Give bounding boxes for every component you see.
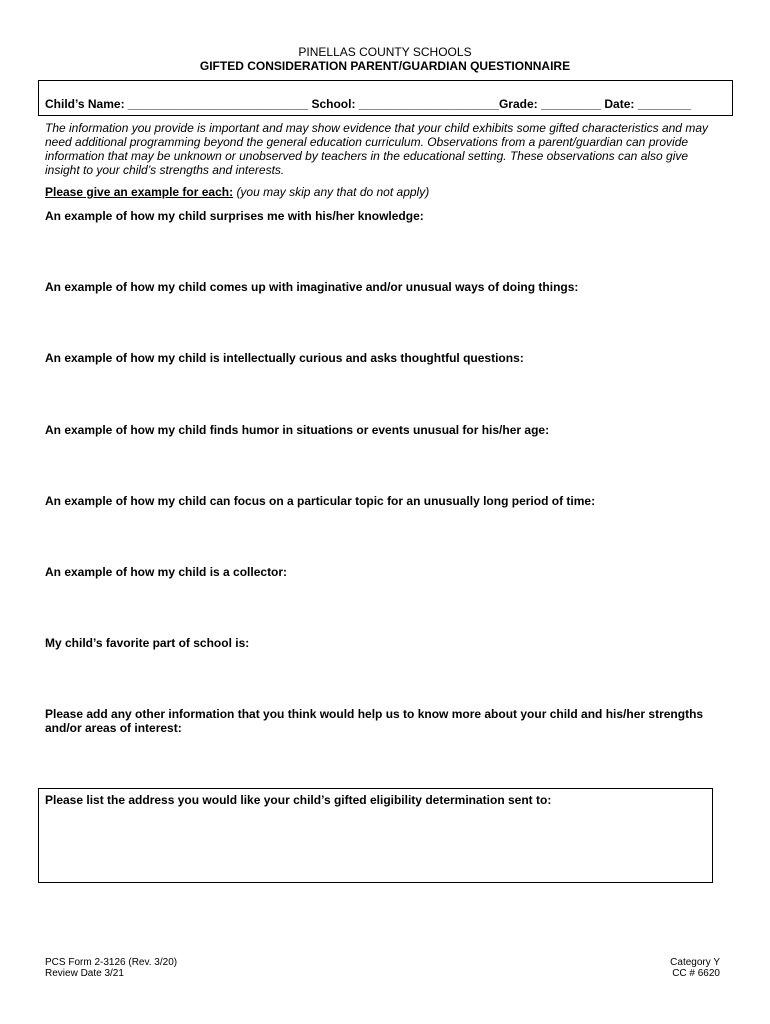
form-title: GIFTED CONSIDERATION PARENT/GUARDIAN QUESTIONNAIRE [199,59,571,73]
school-field[interactable]: School: _____________________ [311,97,499,111]
address-prompt: Please list the address you would like your child’s gifted eligibility determination sent to: [45,793,552,807]
review-date: Review Date 3/21 [45,968,124,979]
question-other-info: Please add any other information that you think would help us to know more about your child and his/her strengths and/or areas of interest: [45,707,704,735]
question-knowledge: An example of how my child surprises me with his/her knowledge: [45,209,424,223]
question-curious: An example of how my child is intellectually curious and asks thoughtful questions: [45,351,524,365]
footer-right [670,957,720,979]
instructions [45,185,429,199]
header-fields-line [45,97,691,111]
footer-left [45,957,177,979]
form-number: PCS Form 2-3126 (Rev. 3/20) [45,957,178,968]
question-favorite-school: My child’s favorite part of school is: [45,636,250,650]
question-focus: An example of how my child can focus on a particular topic for an unusually long period of time: [45,494,596,508]
category: Category Y [670,957,720,968]
question-humor: An example of how my child finds humor in situations or events unusual for his/her age: [45,423,550,437]
intro-paragraph: The information you provide is important and may show evidence that your child exhibits some gifted characteristics and may need additional programming beyond the general education curriculum. Observations from a parent/guardian can provide information that may be unknown or unobserved by teachers in the educational setting. These observations can also give insight to your child’s strengths and interests. [45,121,708,177]
instructions-bold: Please give an example for each: [45,185,234,199]
question-collector: An example of how my child is a collector: [45,565,288,579]
cc-number: CC # 6620 [672,968,720,979]
org-name: PINELLAS COUNTY SCHOOLS [298,45,472,59]
grade-field[interactable]: Grade: _________ [498,97,602,111]
question-imaginative: An example of how my child comes up with imaginative and/or unusual ways of doing things: [45,280,579,294]
instructions-italic: (you may skip any that do not apply) [236,185,430,199]
child-name-field[interactable]: Child’s Name: ___________________________ [45,97,309,111]
date-field[interactable]: Date: ________ [604,97,692,111]
